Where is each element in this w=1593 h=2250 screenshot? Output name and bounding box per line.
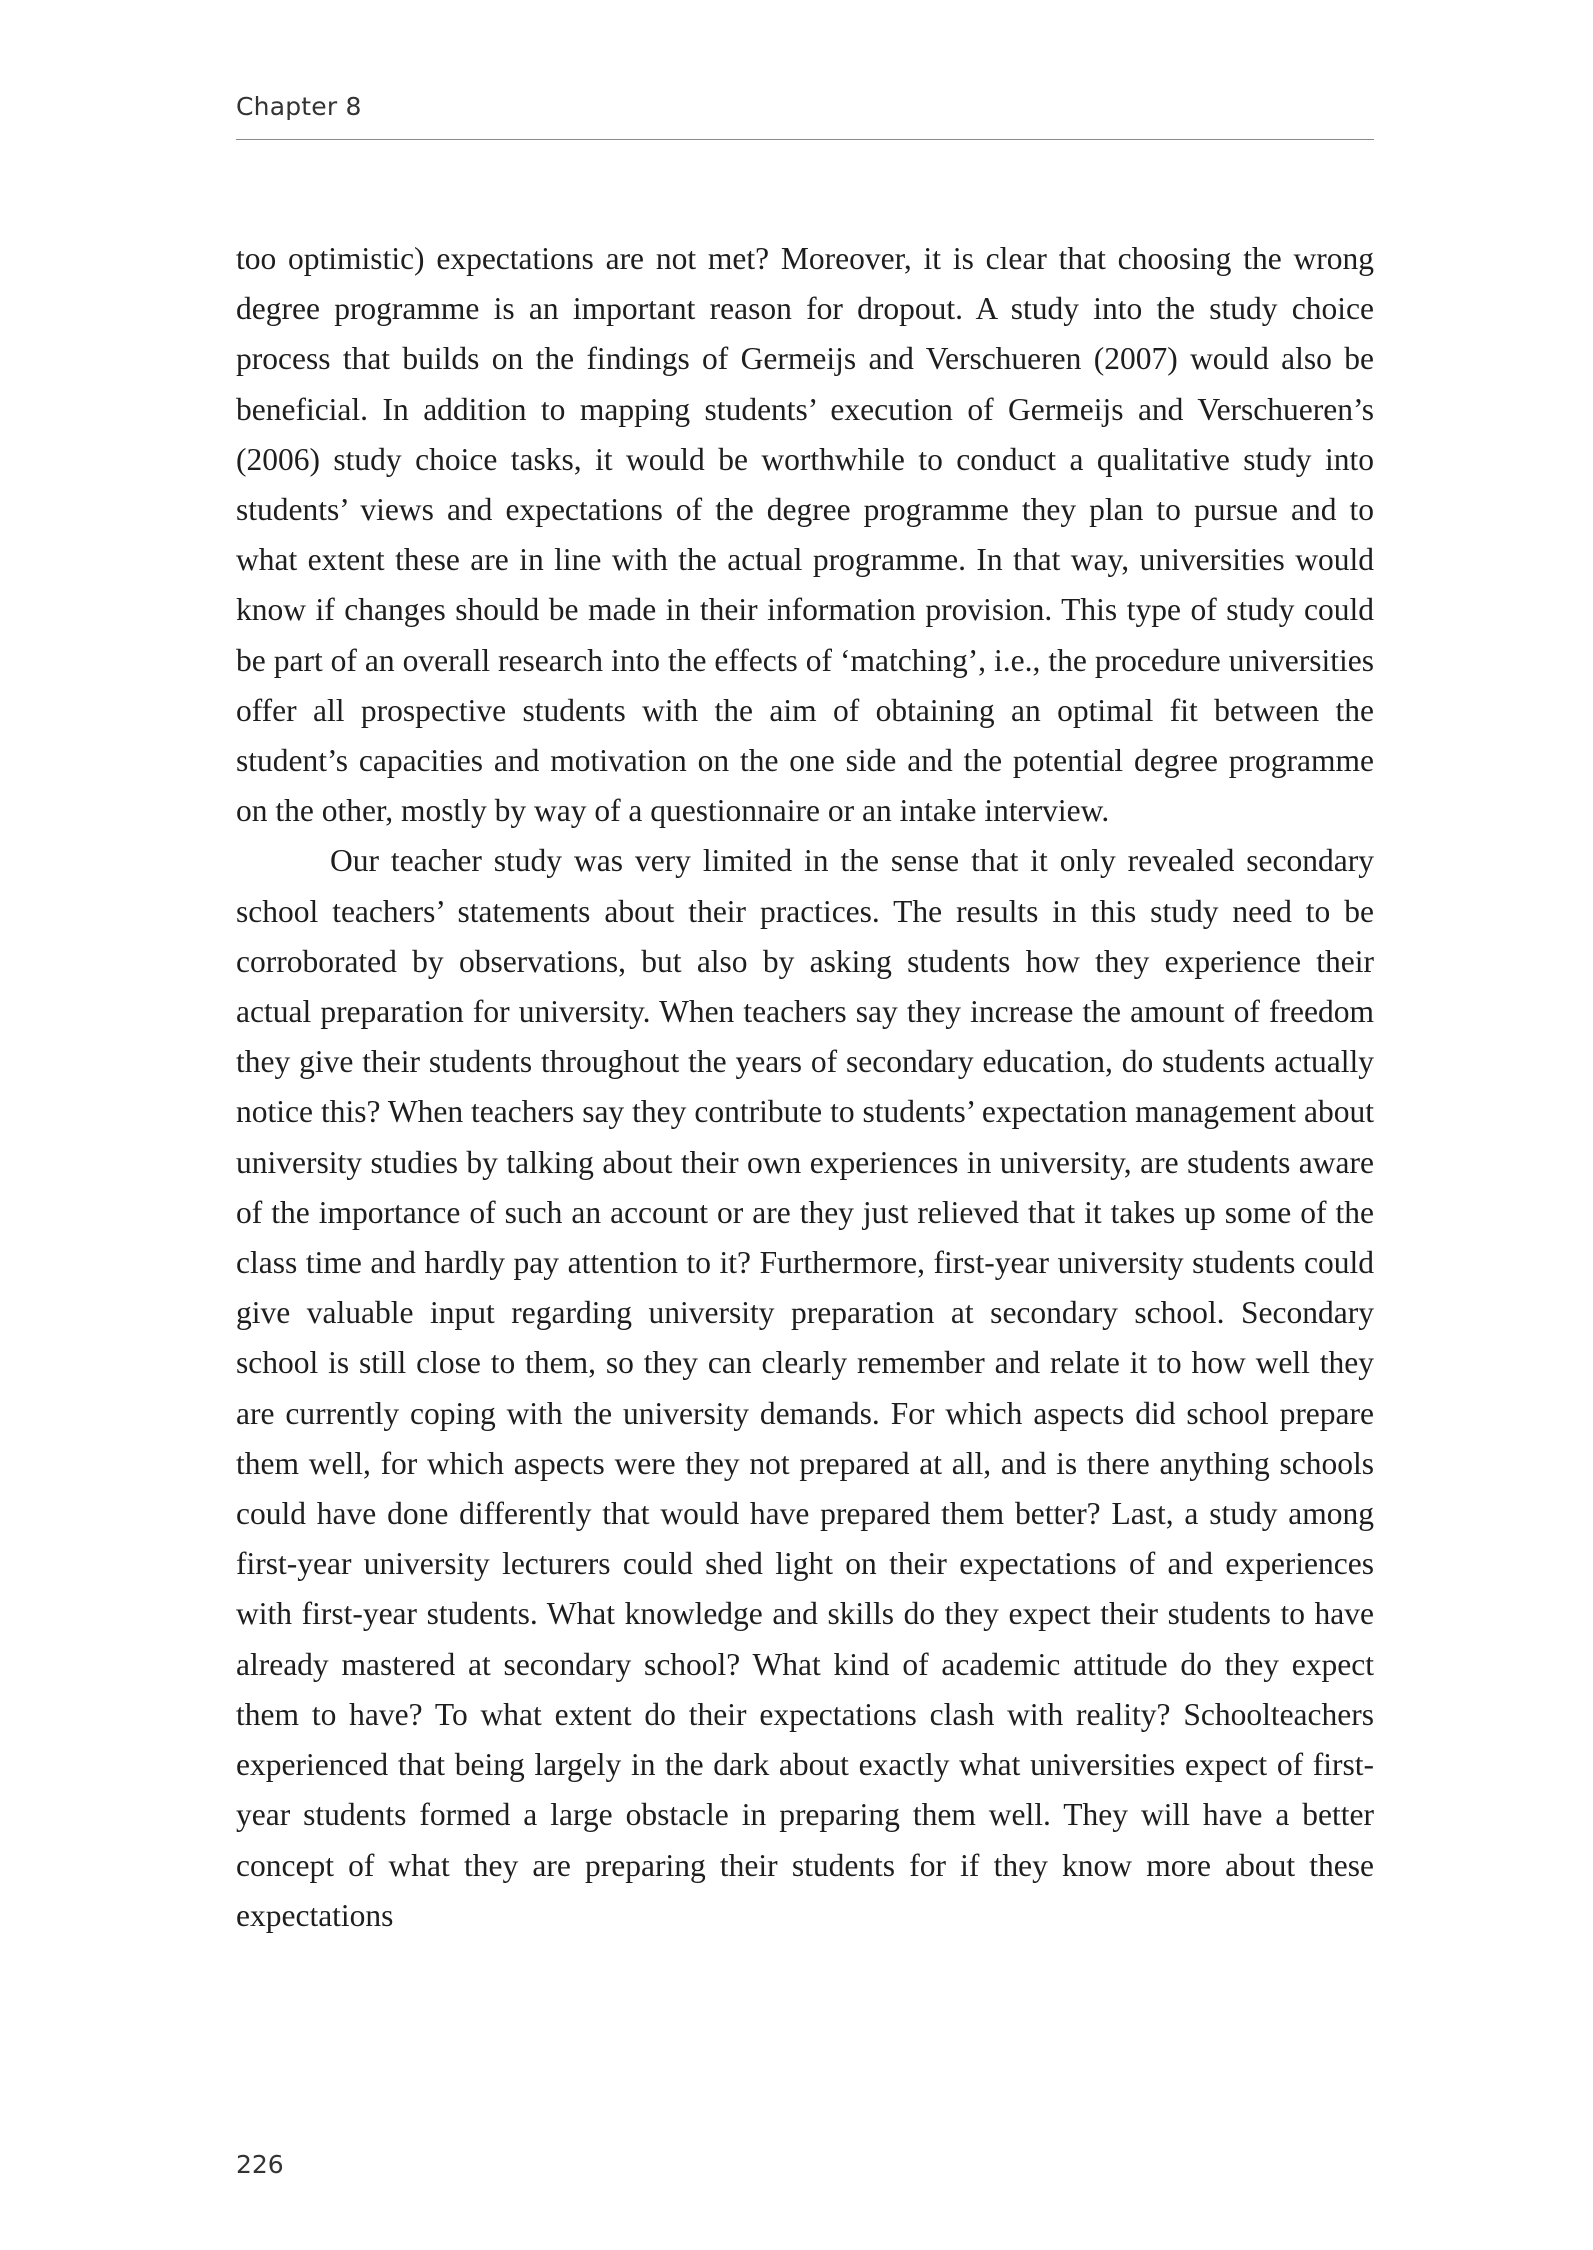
paragraph-continued: too optimistic) expectations are not met? Moreover, it is clear that choosing the wrong degree programme is an important reason for dropout. A study into the study choice process that builds on the findings of Germeijs and Verschueren (2007) would also be beneficial. In addition to mapping students’ execution of Germeijs and Verschueren’s (2006) study choice tasks, it would be worthwhile to conduct a qualitative study into students’ views and expectations of the degree programme they plan to pursue and to what extent these are in line with the actual programme. In that way, universities would know if changes should be made in their information provision. This type of study could be part of an overall research into the effects of ‘matching’, i.e., the procedure universities offer all prospective students with the aim of obtaining an optimal fit between the student’s capacities and motivation on the one side and the potential degree programme on the other, mostly by way of a questionnaire or an intake interview.	[236, 241, 1374, 829]
paragraph-teacher-study: Our teacher study was very limited in the sense that it only revealed secondary school teachers’ statements about their practices. The results in this study need to be corroborated by observations, but also by asking students how they experience their actual preparation for university. When teachers say they increase the amount of freedom they give their students throughout the years of secondary education, do students actually notice this? When teachers say they contribute to students’ expectation management about university studies by talking about their own experiences in university, are students aware of the importance of such an account or are they just relieved that it takes up some of the class time and hardly pay attention to it? Furthermore, first-year university students could give valuable input regarding university preparation at secondary school. Secondary school is still close to them, so they can clearly remember and relate it to how well they are currently coping with the university demands. For which aspects did school prepare them well, for which aspects were they not prepared at all, and is there anything schools could have done differently that would have prepared them better? Last, a study among first-year university lecturers could shed light on their expectations of and experiences with first-year students. What knowledge and skills do they expect their students to have already mastered at secondary school? What kind of academic attitude do they expect them to have? To what extent do their expectations clash with reality? Schoolteachers experienced that being largely in the dark about exactly what universities expect of first-year students formed a large obstacle in preparing them well. They will have a better concept of what they are preparing their students for if they know more about these expectations	[236, 843, 1374, 1933]
page-number: 226	[236, 2150, 284, 2179]
body-text	[236, 234, 1374, 1941]
chapter-label: Chapter 8	[236, 92, 362, 121]
running-header	[236, 92, 1374, 140]
